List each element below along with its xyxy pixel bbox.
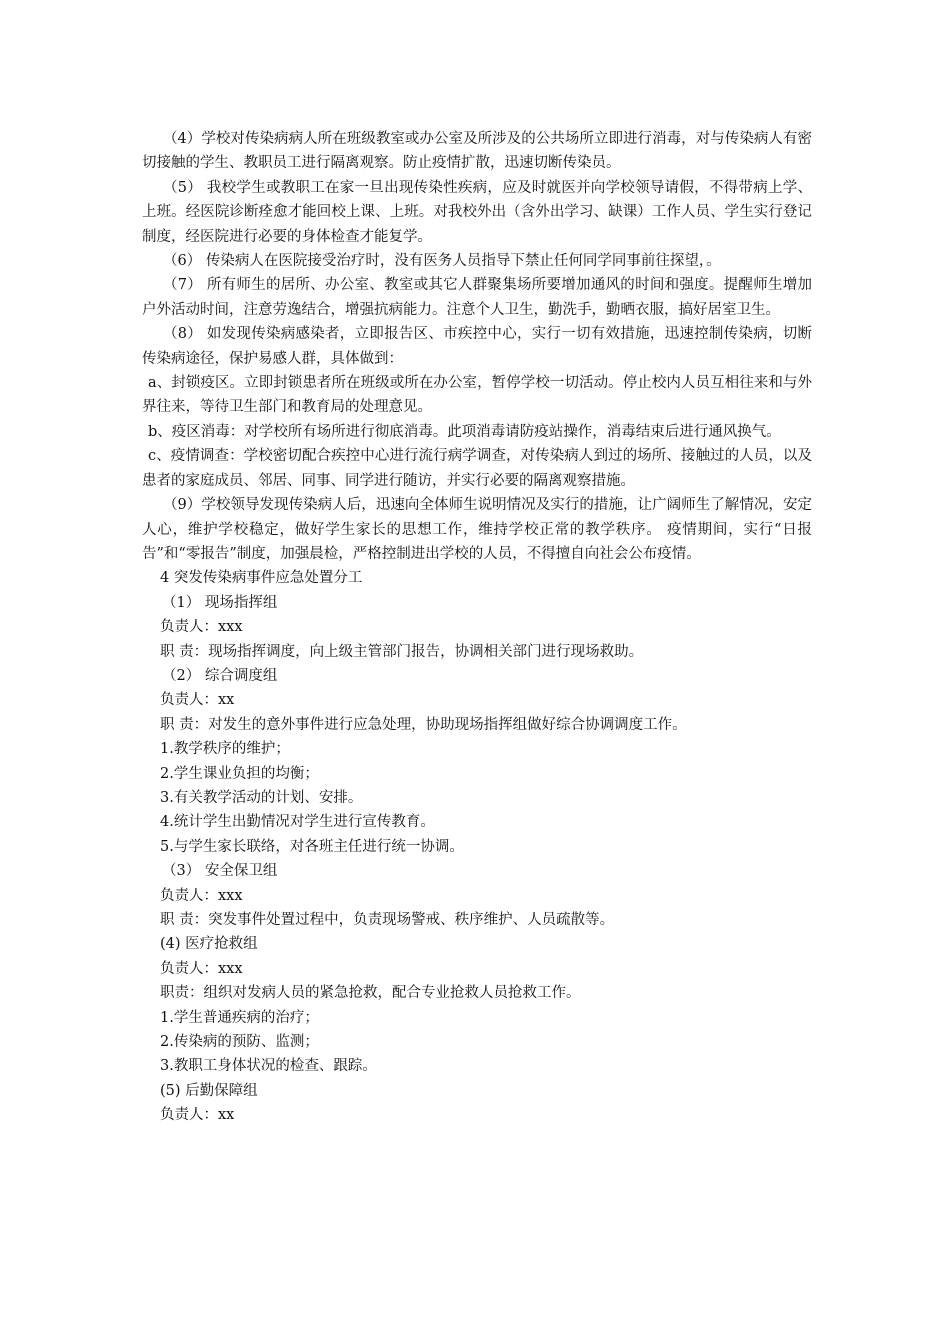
group-heading-4: (4) 医疗抢救组 [160, 936, 258, 953]
group-2-list-item: 2.学生课业负担的均衡； [160, 765, 319, 782]
group-1-head: 负责人：xxx [160, 619, 243, 636]
group-heading-3: （3） 安全保卫组 [162, 863, 278, 880]
group-5-head: 负责人：xx [160, 1107, 235, 1124]
group-3-head: 负责人：xxx [160, 887, 243, 904]
group-2-list-item: 3.有关教学活动的计划、安排。 [160, 789, 363, 806]
group-1-duty: 职 责：现场指挥调度，向上级主管部门报告，协调相关部门进行现场救助。 [160, 643, 644, 660]
group-3-duty: 职 责：突发事件处置过程中，负责现场警戒、秩序维护、人员疏散等。 [160, 912, 615, 928]
document-body [142, 127, 812, 1128]
group-heading-5: (5) 后勤保障组 [160, 1082, 258, 1099]
group-2-head: 负责人：xx [160, 692, 235, 709]
paragraph-item-6: （6） 传染病人在医院接受治疗时，没有医务人员指导下禁止任何同学同事前往探望，。 [163, 253, 721, 270]
paragraph-item-7: （7） 所有师生的居所、办公室、教室或其它人群聚集场所要增加通风的时间和强度。提醒师生增加户外活动时间，注意劳逸结合，增强抗病能力。注意个人卫生，勤洗手，勤晒衣服，搞好居室卫生。 [142, 277, 812, 318]
group-4-list-item: 1.学生普通疾病的治疗； [160, 1009, 319, 1026]
group-heading-2: （2） 综合调度组 [162, 667, 278, 684]
paragraph-item-8a: a、封锁疫区。立即封锁患者所在班级或所在办公室，暂停学校一切活动。停止校内人员互相往来和与外界往来，等待卫生部门和教育局的处理意见。 [142, 375, 812, 416]
section-heading: 4 突发传染病事件应急处置分工 [160, 570, 363, 587]
group-4-duty: 职责：组织对发病人员的紧急抢救，配合专业抢救人员抢救工作。 [160, 985, 581, 1002]
paragraph-item-5: （5） 我校学生或教职工在家一旦出现传染性疾病，应及时就医并向学校领导请假，不得带病上学、上班。经医院诊断痊愈才能回校上课、上班。对我校外出（含外出学习、缺课）工作人员、学生实行登记制度，经医院进行必要的身体检查才能复学。 [142, 179, 812, 245]
group-2-list-item: 4.统计学生出勤情况对学生进行宣传教育。 [160, 814, 435, 831]
group-2-list-item: 1.教学秩序的维护； [160, 741, 290, 758]
paragraph-item-8c: c、疫情调查：学校密切配合疾控中心进行流行病学调查，对传染病人到过的场所、接触过的人员，以及患者的家庭成员、邻居、同事、同学进行随访，并实行必要的隔离观察措施。 [142, 448, 812, 489]
paragraph-item-4: （4）学校对传染病病人所在班级教室或办公室及所涉及的公共场所立即进行消毒，对与传染病人有密切接触的学生、教职员工进行隔离观察。防止疫情扩散，迅速切断传染员。 [142, 131, 812, 172]
group-2-duty: 职 责：对发生的意外事件进行应急处理，协助现场指挥组做好综合协调调度工作。 [160, 716, 687, 733]
paragraph-item-8: （8） 如发现传染病感染者，立即报告区、市疾控中心，实行一切有效措施，迅速控制传染病，切断传染病途径，保护易感人群，具体做到： [142, 326, 812, 367]
paragraph-item-9: （9）学校领导发现传染病人后，迅速向全体师生说明情况及实行的措施，让广阔师生了解情况，安定人心，维护学校稳定，做好学生家长的思想工作，维持学校正常的教学秩序。 疫情期间，实行“日报告”和“零报告”制度，加强晨检，严格控制进出学校的人员，不得擅自向社会公布疫情。 [142, 497, 812, 562]
group-heading-1: （1） 现场指挥组 [162, 594, 278, 611]
group-4-list-item: 3.教职工身体状况的检查、跟踪。 [160, 1058, 377, 1075]
group-4-head: 负责人：xxx [160, 960, 243, 977]
group-2-list-item: 5.与学生家长联络，对各班主任进行统一协调。 [160, 838, 464, 855]
group-4-list-item: 2.传染病的预防、监测； [160, 1034, 319, 1051]
paragraph-item-8b: b、疫区消毒：对学校所有场所进行彻底消毒。此项消毒请防疫站操作，消毒结束后进行通风换气。 [148, 423, 781, 440]
